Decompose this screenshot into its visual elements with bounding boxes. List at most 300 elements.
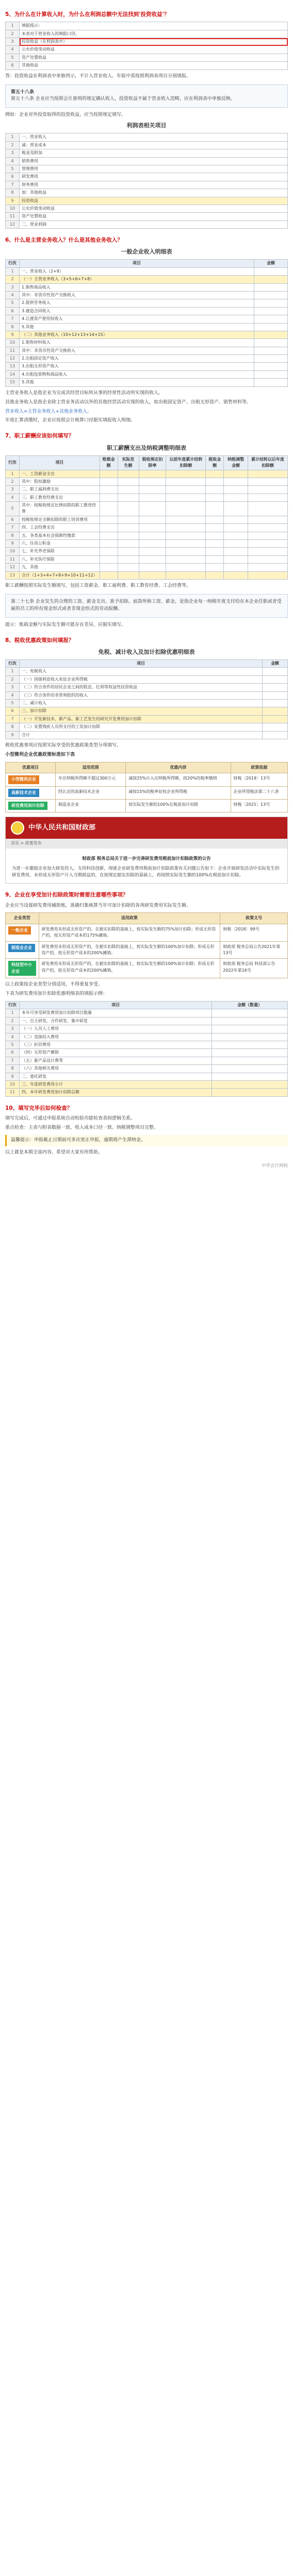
row-number: 1 — [6, 22, 20, 30]
row-number: 6 — [6, 516, 20, 523]
table-row — [6, 1017, 288, 1025]
rnd-deduction-form — [5, 1001, 288, 1097]
row-number: 7 — [6, 715, 20, 723]
table-cell — [254, 283, 287, 291]
table-cell — [263, 731, 288, 739]
row-number: 9 — [6, 331, 20, 338]
table-cell — [139, 571, 166, 579]
row-number: 1 — [6, 267, 20, 275]
table-cell — [139, 564, 166, 571]
answer-9-para1: 企业应当设置研发费用辅助账，准确归集核算当年可加计扣除的各项研发费用实际发生额。 — [5, 903, 191, 908]
table-cell — [263, 715, 288, 723]
footer-watermark: 中华会计网校 — [261, 1163, 288, 1168]
table-header-cell: 以前年度累计结转扣除额 — [166, 455, 206, 470]
table-cell — [224, 486, 248, 494]
table-row — [6, 133, 288, 141]
table-cell: （一）人员人工费用 — [20, 1025, 212, 1033]
row-number: 8 — [6, 1065, 20, 1073]
policy-cell: 财政部 税务总局 科技部公告2022年第16号 — [220, 959, 288, 978]
table-header-cell: 企业类型 — [6, 913, 39, 924]
table-row — [6, 532, 288, 539]
table-cell — [248, 494, 288, 501]
table-row — [6, 1033, 288, 1041]
table-cell: （二）直接投入费用 — [20, 1033, 212, 1041]
row-number: 10 — [6, 339, 20, 347]
table-cell — [166, 470, 206, 478]
row-number: 3 — [6, 486, 20, 494]
table-cell — [139, 502, 166, 516]
table-cell — [248, 555, 288, 563]
table-cell — [248, 470, 288, 478]
policy-row — [6, 786, 288, 799]
table-cell — [206, 470, 224, 478]
table-cell: 销售费用 — [20, 157, 288, 165]
table-cell — [263, 707, 288, 715]
table-row — [6, 141, 288, 149]
answer-7-para2: 提示：账载金额与实际发生额可能存在差异，应据实填写。 — [5, 622, 126, 628]
row-number: 9 — [6, 731, 20, 739]
table-cell: 财务费用 — [20, 181, 288, 189]
policy-cell — [6, 773, 56, 786]
table-cell — [212, 1025, 288, 1033]
profit-sheet — [5, 133, 288, 229]
table-row — [6, 363, 288, 370]
table-cell — [166, 571, 206, 579]
table-row — [6, 181, 288, 189]
table-cell — [254, 339, 287, 347]
ministry-breadcrumb[interactable]: 首页 > 政策发布 — [6, 839, 287, 848]
row-number: 11 — [6, 213, 20, 221]
table-row — [6, 291, 288, 299]
table-cell: 3.建造合同收入 — [20, 307, 254, 315]
table-cell — [224, 524, 248, 532]
table-cell — [224, 494, 248, 501]
table-cell — [224, 532, 248, 539]
regulation-box-5 — [5, 84, 288, 108]
table-cell: 八、补充医疗保险 — [20, 555, 100, 563]
table-header-cell: 项目 — [20, 455, 100, 470]
table-cell — [100, 524, 118, 532]
table-cell — [206, 564, 224, 571]
article — [0, 0, 293, 1175]
answer-6-para3: 营业收入=主营业务收入+其他业务收入。 — [5, 409, 92, 414]
table-cell — [206, 548, 224, 555]
table-cell: 四、本年研发费用加计扣除总额 — [20, 1089, 212, 1096]
table-cell — [166, 478, 206, 485]
row-number: 8 — [6, 723, 20, 731]
table-cell — [254, 323, 287, 331]
ministry-notice — [5, 817, 288, 884]
table-cell — [139, 494, 166, 501]
table-cell — [212, 1033, 288, 1041]
row-number: 11 — [6, 1089, 20, 1096]
row-number: 1 — [6, 133, 20, 141]
table-cell — [212, 1049, 288, 1057]
table-row — [6, 1065, 288, 1073]
income-form-excerpt — [5, 22, 288, 70]
policy-cell: 企业所得税法第二十八条 — [231, 786, 287, 799]
table-cell — [212, 1057, 288, 1064]
table-cell — [118, 532, 139, 539]
row-number: 4 — [6, 494, 20, 501]
question-5-title: 5、为什么在计算收入时，为什么在利润总额中无法找到'投资收益'？ — [5, 11, 170, 18]
policy-row — [6, 924, 288, 941]
row-number: 12 — [6, 564, 20, 571]
policy-type-tag: 小型微利企业 — [8, 775, 39, 784]
table-cell — [212, 1073, 288, 1080]
table-cell — [118, 478, 139, 485]
row-number: 8 — [6, 532, 20, 539]
table-header-cell: 行次 — [6, 660, 20, 668]
row-number: 2 — [6, 141, 20, 149]
table-cell: 一、免税收入 — [20, 668, 263, 675]
table-row — [6, 540, 288, 548]
table-header-cell: 行次 — [6, 455, 20, 470]
table-cell — [248, 571, 288, 579]
payroll-form — [5, 455, 288, 580]
policy-cell — [6, 924, 39, 941]
table-cell — [118, 486, 139, 494]
table-cell: 本年可享受研发费用加计扣除项目数量 — [20, 1009, 212, 1017]
table-row — [6, 276, 288, 283]
table-cell: 减：营业成本 — [20, 141, 288, 149]
table-row — [6, 221, 288, 228]
form-line — [6, 30, 288, 38]
rnd-policy-table — [5, 912, 288, 978]
table-cell — [248, 502, 288, 516]
table-row — [6, 339, 288, 347]
table-row — [6, 1041, 288, 1049]
answer-5-para2: 例如：企业对外投资取得的投资收益，应当按照规定填写。 — [5, 112, 126, 118]
policy-row — [6, 799, 288, 812]
row-number: 4 — [6, 1033, 20, 1041]
table-cell: 三、加计扣除 — [20, 707, 263, 715]
table-cell — [224, 548, 248, 555]
form-line-text: 投资收益（在利润表中） — [20, 38, 288, 46]
table-cell — [248, 516, 288, 523]
policy-cell: 研发费用未形成无形资产的，在据实扣除的基础上，按实际发生额的100%加计扣除；形成无形资产的，按无形资产成本的200%摊销。 — [39, 959, 220, 978]
table-cell — [139, 540, 166, 548]
row-number: 4 — [6, 46, 20, 54]
table-cell: 税金及附加 — [20, 149, 288, 157]
table-row — [6, 516, 288, 523]
table-cell: 四、工会经费支出 — [20, 524, 100, 532]
table-row — [6, 165, 288, 173]
row-number: 13 — [6, 571, 20, 579]
row-number: 2 — [6, 675, 20, 683]
policy-cell — [6, 959, 39, 978]
table-cell — [212, 1089, 288, 1096]
table-header-cell: 项目 — [20, 1002, 212, 1009]
table-cell: 一、营业收入（2+9） — [20, 267, 254, 275]
table-cell: （一）国债利息收入免征企业所得税 — [20, 675, 263, 683]
table-row — [6, 564, 288, 571]
table-cell — [100, 502, 118, 516]
table-cell: （三）符合条件的非营利组织的收入 — [20, 691, 263, 699]
question-7-title: 7、职工薪酬应该如何填写？ — [5, 433, 74, 439]
policy-cell: 年应纳税所得额不超过300万元 — [55, 773, 125, 786]
row-number: 1 — [6, 1009, 20, 1017]
table-cell: 加：其他收益 — [20, 189, 288, 197]
table-cell — [166, 540, 206, 548]
table-header-cell: 纳税调整金额 — [224, 455, 248, 470]
table-cell — [212, 1065, 288, 1073]
question-9-title: 9、企业在享受加计扣除政策时需要注意哪些事项？ — [5, 892, 128, 899]
table-cell: 2.出租固定资产收入 — [20, 355, 254, 363]
table-cell — [224, 564, 248, 571]
table-cell: （二）其他业务收入（10+12+13+14+15） — [20, 331, 254, 338]
national-emblem-icon — [11, 821, 24, 835]
table-row — [6, 668, 288, 675]
row-number: 4 — [6, 691, 20, 699]
table-cell: 5.其他 — [20, 379, 254, 386]
table-cell — [100, 486, 118, 494]
table-cell — [118, 540, 139, 548]
table-cell — [263, 684, 288, 691]
row-number: 5 — [6, 1041, 20, 1049]
table-cell — [206, 516, 224, 523]
table-cell: 其中：股权激励 — [20, 478, 100, 485]
table-row — [6, 494, 288, 501]
policy-cell: 减按25%计入应纳税所得额，按20%的税率缴纳 — [126, 773, 231, 786]
row-number: 2 — [6, 478, 20, 485]
form-line — [6, 46, 288, 54]
table-cell — [224, 478, 248, 485]
table-cell: 其中：非货币性资产交换收入 — [20, 347, 254, 354]
policy-type-tag: 高新技术企业 — [8, 789, 39, 797]
table-header-cell: 累计结转以后年度扣除额 — [248, 455, 288, 470]
table-cell — [254, 363, 287, 370]
row-number: 10 — [6, 205, 20, 212]
row-number: 6 — [6, 307, 20, 315]
row-number: 5 — [6, 165, 20, 173]
table-row — [6, 213, 288, 221]
table-header-cell: 金额 — [263, 660, 288, 668]
table-row — [6, 524, 288, 532]
table-cell — [224, 516, 248, 523]
table-cell — [206, 571, 224, 579]
table-cell: 六、住房公积金 — [20, 540, 100, 548]
table-cell: （二）符合条件的居民企业之间的股息、红利等权益性投资收益 — [20, 684, 263, 691]
table-cell: 合计（1+3+4+7+8+9+10+11+12） — [20, 571, 100, 579]
table-row — [6, 323, 288, 331]
table-header-cell: 适用政策 — [39, 913, 220, 924]
table-cell — [254, 267, 287, 275]
row-number: 13 — [6, 363, 20, 370]
table-cell — [166, 524, 206, 532]
ministry-name: 中华人民共和国财政部 — [28, 824, 96, 832]
table-cell: （五）新产品设计费等 — [20, 1057, 212, 1064]
table-cell — [248, 524, 288, 532]
row-number: 11 — [6, 555, 20, 563]
table-cell — [254, 307, 287, 315]
regulation-box-7 — [5, 594, 288, 618]
table-row — [6, 699, 288, 707]
answer-10-para1: 填写完成后，可通过申报系统自动校验功能检查表间逻辑关系。 — [5, 1116, 136, 1122]
table-cell: 投资收益 — [20, 197, 288, 205]
table-cell — [263, 675, 288, 683]
table-cell — [254, 370, 287, 378]
table-row — [6, 205, 288, 212]
table-row — [6, 691, 288, 699]
table-cell — [254, 347, 287, 354]
table-row — [6, 1089, 288, 1096]
row-number: 6 — [6, 173, 20, 181]
table-cell — [166, 564, 206, 571]
policy-cell: 研发费用未形成无形资产的，在据实扣除的基础上，按实际发生额的75%加计扣除；形成无形资产的，按无形资产成本的175%摊销。 — [39, 924, 220, 941]
row-number: 6 — [6, 707, 20, 715]
policy-cell: 按实际发生额的100%在税前加计扣除 — [126, 799, 231, 812]
table-cell: 二、职工福利费支出 — [20, 486, 100, 494]
answer-6-para1: 主营业务收入是指企业为完成其经营目标所从事的经常性活动所实现的收入。 — [5, 390, 164, 396]
policy-type-tag: 研发费用加计扣除 — [8, 802, 47, 810]
table-row — [6, 1049, 288, 1057]
table-cell: （二）安置残疾人员所支付的工资加计扣除 — [20, 723, 263, 731]
table-row — [6, 157, 288, 165]
question-8-title: 8、税收优惠政策如何填报？ — [5, 637, 74, 643]
policy-type-tag: 一般企业 — [8, 926, 31, 935]
table-header-cell: 优惠项目 — [6, 762, 56, 773]
table-cell — [166, 494, 206, 501]
row-number: 9 — [6, 197, 20, 205]
table-cell — [118, 571, 139, 579]
table-cell — [212, 1017, 288, 1025]
table-cell: 资产处置收益 — [20, 213, 288, 221]
table-row — [6, 715, 288, 723]
table-header-cell: 适用范围 — [55, 762, 125, 773]
table-cell — [100, 470, 118, 478]
form-line — [6, 38, 288, 46]
table-cell: 五、各类基本社会保障性缴款 — [20, 532, 100, 539]
table-cell: 公允价值变动收益 — [20, 205, 288, 212]
answer-10-para2: 重点检查：主表与附表数据一致、收入成本口径一致、纳税调整项目完整。 — [5, 1125, 159, 1130]
table-row — [6, 331, 288, 338]
row-number: 2 — [6, 276, 20, 283]
table-row — [6, 675, 288, 683]
table-cell: （六）其他相关费用 — [20, 1065, 212, 1073]
form-line-text: 资产处置收益 — [20, 54, 288, 61]
table-cell — [254, 355, 287, 363]
table-header-cell: 行次 — [6, 260, 20, 267]
row-number: 5 — [6, 299, 20, 307]
table-row — [6, 379, 288, 386]
table-header-cell: 实际发生额 — [118, 455, 139, 470]
policy-row — [6, 941, 288, 959]
table-cell — [212, 1081, 288, 1089]
policy-cell: 制造业企业 — [55, 799, 125, 812]
question-10-title: 10、填写完毕后如何检查？ — [5, 1105, 73, 1111]
table-cell — [139, 548, 166, 555]
table-cell: （四）无形资产摊销 — [20, 1049, 212, 1057]
table-header-cell: 行次 — [6, 1002, 20, 1009]
row-number: 11 — [6, 347, 20, 354]
table-cell — [100, 478, 118, 485]
row-number: 3 — [6, 38, 20, 46]
policy-cell: 财税〔2021〕13号 — [231, 799, 287, 812]
policy-cell: 财政部 税务总局公告2021年第13号 — [220, 941, 288, 959]
table-cell — [206, 486, 224, 494]
table-header-cell: 税收规定扣除率 — [139, 455, 166, 470]
table-cell: 研发费用 — [20, 173, 288, 181]
table-cell: 九、其他 — [20, 564, 100, 571]
row-number: 8 — [6, 323, 20, 331]
table-cell — [254, 276, 287, 283]
table-row — [6, 307, 288, 315]
table-cell — [263, 723, 288, 731]
policy-cell: 经认定的高新技术企业 — [55, 786, 125, 799]
policy-cell: 减按15%的税率征收企业所得税 — [126, 786, 231, 799]
table-cell — [254, 291, 287, 299]
table-cell — [248, 564, 288, 571]
answer-10-para3: 以上就是本期全部内容，希望对大家有所帮助。 — [5, 1149, 103, 1155]
table-header-cell: 项目 — [20, 260, 254, 267]
table-cell: 其中：按税收规定比例扣除的职工教育经费 — [20, 502, 100, 516]
table-cell — [139, 486, 166, 494]
table-cell — [100, 548, 118, 555]
table-row — [6, 189, 288, 197]
table-cell: （一）开发新技术、新产品、新工艺发生的研究开发费用加计扣除 — [20, 715, 263, 723]
row-number: 9 — [6, 1073, 20, 1080]
table-cell — [206, 502, 224, 516]
row-number: 1 — [6, 470, 20, 478]
form-line-text: 填报提示： — [20, 22, 288, 30]
table-row — [6, 731, 288, 739]
table-cell — [166, 555, 206, 563]
table-cell — [212, 1041, 288, 1049]
table-cell — [248, 548, 288, 555]
row-number: 7 — [6, 315, 20, 323]
table-cell: 一、工资薪金支出 — [20, 470, 100, 478]
table-header-cell: 金额 — [254, 260, 287, 267]
table-cell: 3.出租无形资产收入 — [20, 363, 254, 370]
row-number: 7 — [6, 1057, 20, 1064]
table-cell — [118, 564, 139, 571]
payroll-form-title: 职工薪酬支出及纳税调整明细表 — [107, 444, 186, 451]
table-cell — [263, 668, 288, 675]
table-cell — [100, 494, 118, 501]
row-number: 1 — [6, 668, 20, 675]
table-cell — [118, 516, 139, 523]
form-line — [6, 62, 288, 70]
table-cell — [254, 379, 287, 386]
answer-5-para1: 答：投资收益在利润表中单独列示，不计入营业收入。年报中需按照利润表项目分别填报。 — [5, 73, 191, 79]
table-row — [6, 555, 288, 563]
ministry-notice-title: 财政部 税务总局关于进一步完善研发费用税前加计扣除政策的公告 — [82, 856, 211, 861]
table-row — [6, 370, 288, 378]
policy-cell — [6, 786, 56, 799]
small-enterprise-policy-table — [5, 762, 288, 813]
table-row — [6, 486, 288, 494]
row-number: 10 — [6, 548, 20, 555]
table-header-cell: 政策文号 — [220, 913, 288, 924]
table-cell: 一、营业收入 — [20, 133, 288, 141]
revenue-form-title: 一般企业收入明细表 — [121, 248, 172, 256]
table-cell — [263, 699, 288, 707]
table-cell: 三、职工教育经费支出 — [20, 494, 100, 501]
table-cell: 1.销售材料收入 — [20, 339, 254, 347]
policy-cell: 财税〔2018〕99号 — [220, 924, 288, 941]
regulation-box-7-text: 第二十七条 企业发生的合理的工资、薪金支出，准予扣除。前款所称工资、薪金，是指企业每一纳税年度支付给在本企业任职或者受雇的员工的所有现金形式或者非现金形式的劳动报酬。 — [11, 599, 282, 612]
table-cell — [139, 516, 166, 523]
table-row — [6, 267, 288, 275]
policy-cell: 财税〔2019〕13号 — [231, 773, 287, 786]
table-cell: 管理费用 — [20, 165, 288, 173]
table-cell: 5.其他 — [20, 323, 254, 331]
table-cell: （三）折旧费用 — [20, 1041, 212, 1049]
answer-9-para2: 以上政策按企业类型分别适用，不得重复享受。 — [5, 982, 103, 988]
table-cell — [206, 478, 224, 485]
table-row — [6, 1025, 288, 1033]
